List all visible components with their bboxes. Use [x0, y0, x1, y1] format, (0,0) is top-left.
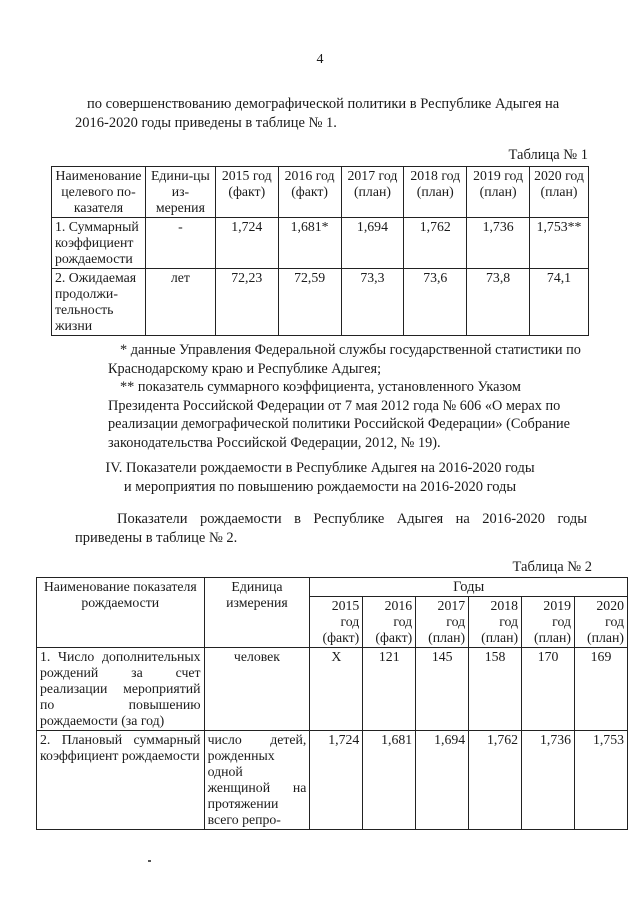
table1-header-2019: 2019 год (план) — [467, 167, 530, 218]
table2-year-2015: 2015 год (факт) — [310, 597, 363, 648]
table1-header-2017: 2017 год (план) — [341, 167, 404, 218]
table1-header-2018: 2018 год (план) — [404, 167, 467, 218]
table1-row1-2020: 1,753** — [530, 218, 589, 269]
table1-header-name: Наименование целевого по-казателя — [52, 167, 146, 218]
table2-row2-2016: 1,681 — [363, 731, 416, 830]
table2-year-2016: 2016 год (факт) — [363, 597, 416, 648]
table1-row2-name: 2. Ожидаемая продолжи-тельность жизни — [52, 269, 146, 336]
table2-header-row — [37, 578, 628, 597]
table2-row1-unit: человек — [204, 648, 310, 731]
table2-row2-2018: 1,762 — [469, 731, 522, 830]
table1-header-2016: 2016 год (факт) — [278, 167, 341, 218]
table2-row1-2020: 169 — [575, 648, 628, 731]
table1-row1-2018: 1,762 — [404, 218, 467, 269]
table1-header-2015: 2015 год (факт) — [215, 167, 278, 218]
table2-row1-2016: 121 — [363, 648, 416, 731]
table2-row1-2019: 170 — [522, 648, 575, 731]
table2-row2-2017: 1,694 — [416, 731, 469, 830]
table1-row1-2016: 1,681* — [278, 218, 341, 269]
section-heading — [0, 459, 640, 497]
table1-row1-unit: - — [145, 218, 215, 269]
intro-paragraph — [75, 95, 585, 133]
table1-row2-unit: лет — [145, 269, 215, 336]
table1-row2-2019: 73,8 — [467, 269, 530, 336]
table1-row2-2020: 74,1 — [530, 269, 589, 336]
table2-row1-2015: Х — [310, 648, 363, 731]
table-2 — [36, 577, 628, 830]
table1-row1-2015: 1,724 — [215, 218, 278, 269]
table2-row1-2017: 145 — [416, 648, 469, 731]
table1-header-unit: Едини-цы из-мерения — [145, 167, 215, 218]
table2-year-2017: 2017 год (план) — [416, 597, 469, 648]
table1-header-row — [52, 167, 589, 218]
table2-row1-2018: 158 — [469, 648, 522, 731]
table1-row2-2016: 72,59 — [278, 269, 341, 336]
table2-row2-2020: 1,753 — [575, 731, 628, 830]
table2-header-years: Годы — [310, 578, 628, 597]
table1-row2-2018: 73,6 — [404, 269, 467, 336]
table2-year-2019: 2019 год (план) — [522, 597, 575, 648]
section-heading-line-1: IV. Показатели рождаемости в Республике Адыгея на 2016-2020 годы — [105, 460, 535, 476]
table1-row1-2019: 1,736 — [467, 218, 530, 269]
table2-year-2018: 2018 год (план) — [469, 597, 522, 648]
section-heading-line-2: и мероприятия по повышению рождаемости на 2016-2020 годы — [123, 479, 517, 495]
table2-row1-name: 1. Число дополнительных рождений за счет реализации мероприятий по повышению рождаемости (за год) — [37, 648, 205, 731]
table2-row2-unit: число детей, рожденных одной женщиной на протяжении всего репро- — [204, 731, 310, 830]
table-row — [52, 218, 589, 269]
table1-caption: Таблица № 1 — [508, 147, 588, 163]
table1-notes — [108, 341, 588, 452]
table1-row2-2017: 73,3 — [341, 269, 404, 336]
table1-row2-2015: 72,23 — [215, 269, 278, 336]
table1-row1-name: 1. Суммарный коэффициент рождаемости — [52, 218, 146, 269]
scan-speck — [148, 860, 151, 862]
table1-header-2020: 2020 год (план) — [530, 167, 589, 218]
table2-header-name: Наименование показателя рождаемости — [37, 578, 205, 648]
paragraph-2: Показатели рождаемости в Республике Адыгея на 2016-2020 годы приведены в таблице № 2. — [75, 511, 587, 546]
table1-row1-2017: 1,694 — [341, 218, 404, 269]
table-row — [37, 648, 628, 731]
note-1: * данные Управления Федеральной службы государственной статистики по Краснодарскому краю и Республике Адыгея; — [108, 342, 581, 377]
table2-year-2020: 2020 год (план) — [575, 597, 628, 648]
table-row — [37, 731, 628, 830]
table2-row2-name: 2. Плановый суммарный коэффициент рождаемости — [37, 731, 205, 830]
table-1 — [51, 166, 589, 336]
intro-line-1: по совершенствованию демографической политики в Республике Адыгея на — [87, 96, 560, 112]
table2-caption: Таблица № 2 — [512, 559, 592, 575]
table2-row2-2015: 1,724 — [310, 731, 363, 830]
intro-line-2: 2016-2020 годы приведены в таблице № 1. — [75, 115, 337, 131]
table2-header-unit: Единица измерения — [204, 578, 310, 648]
table-row — [52, 269, 589, 336]
note-2: ** показатель суммарного коэффициента, установленного Указом Президента Российской Федерации от 7 мая 2012 года № 606 «О мерах по реализации демографической политики Российской Федерации» (Собрание законодательства Российской Федерации, 2012, № 19). — [108, 379, 570, 451]
table2-row2-2019: 1,736 — [522, 731, 575, 830]
page-number: 4 — [316, 52, 324, 67]
